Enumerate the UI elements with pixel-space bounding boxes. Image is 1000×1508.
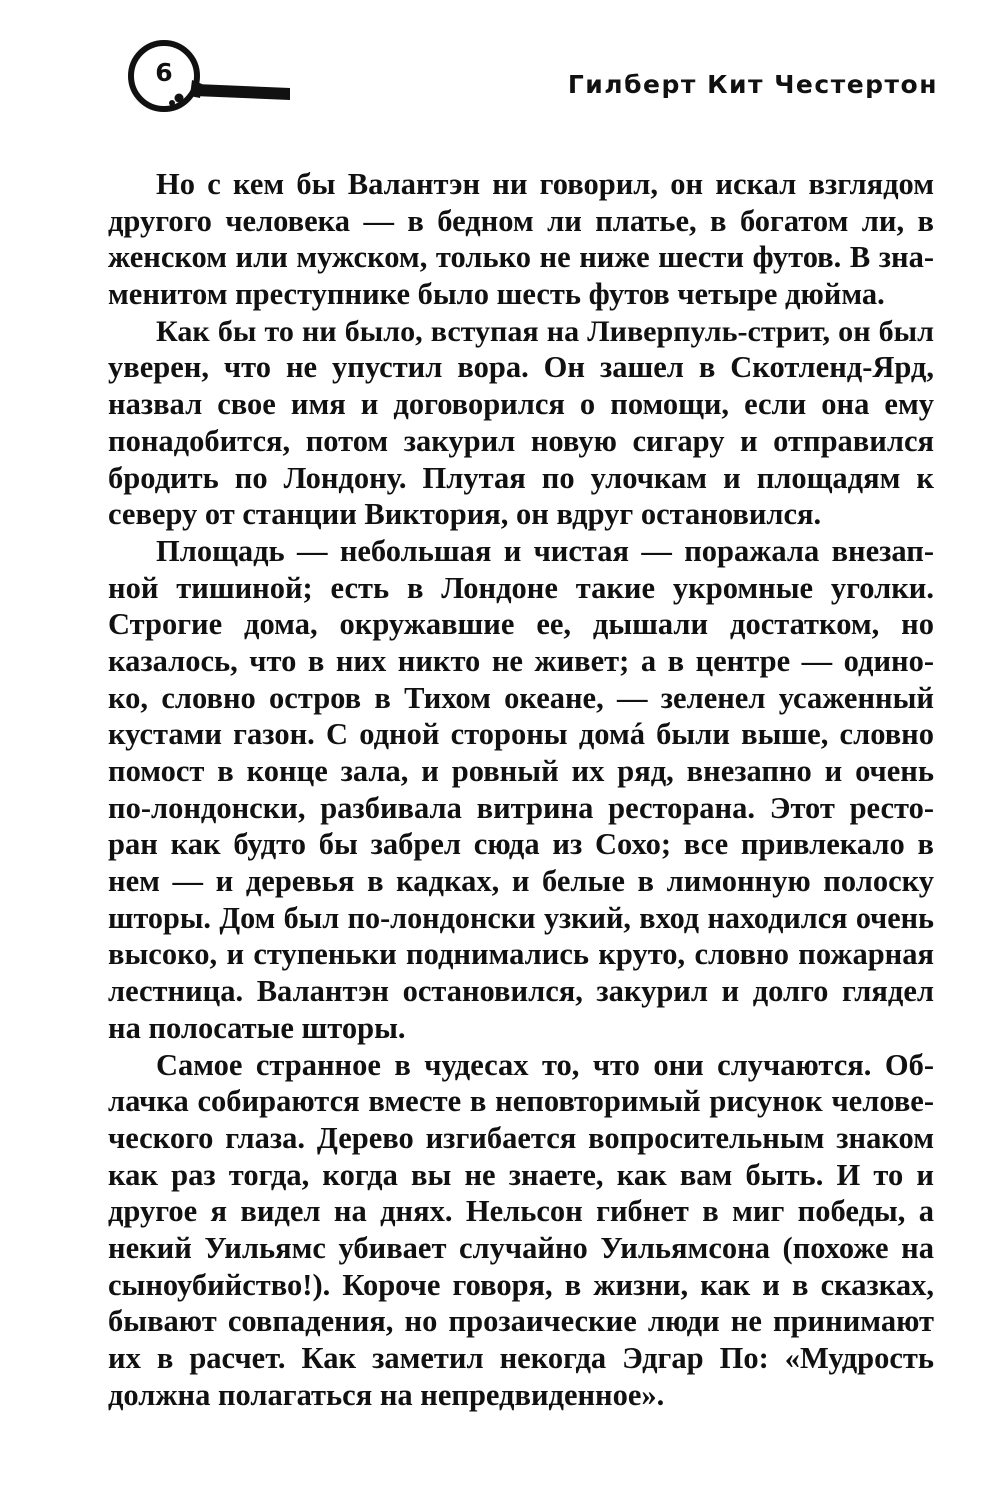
text-line: шторы. Дом был по-лондонски узкий, вход находился очень [108,900,934,935]
text-line: некий Уильямс убивает случайно Уильямсона (похоже на [108,1230,934,1265]
text-line: казалось, что в них никто не живет; а в центре — одино- [108,643,934,678]
text-line: по-лондонски, разбивала витрина ресторана. Этот ресто- [108,790,934,825]
text-line: как раз тогда, когда вы не знаете, как вам быть. И то и [108,1157,934,1192]
text-line: кустами газон. С одной стороны домá были выше, словно [108,717,934,752]
text-line: другого человека — в бедном ли платье, в богатом ли, в [108,203,934,238]
paragraph-first-line: Площадь — небольшая и чистая — поражала внезап- [156,533,934,568]
text-line: лачка собираются вместе в неповторимый рисунок челове- [108,1084,934,1119]
text-line: понадобится, потом закурил новую сигару и отправился [108,423,934,458]
page-number: 6 [155,58,173,87]
text-line: высоко, и ступеньки поднимались круто, словно пожарная [108,937,934,972]
paragraph-first-line: Как бы то ни было, вступая на Ливерпуль-стрит, он был [156,313,934,348]
text-line: бродить по Лондону. Плутая по улочкам и площадям к [108,460,934,495]
text-line: назвал свое имя и договорился о помощи, если она ему [108,387,934,422]
text-line: северу от станции Виктория, он вдруг остановился. [108,497,822,532]
text-line: помост в конце зала, и ровный их ряд, внезапно и очень [108,754,934,788]
text-line: их в расчет. Как заметил некогда Эдгар По: «Мудрость [108,1341,934,1375]
text-line: на полосатые шторы. [108,1010,406,1045]
text-line: ческого глаза. Дерево изгибается вопросительным знаком [108,1120,934,1155]
text-line: ран как будто бы забрел сюда из Сохо; все привлекало в [108,827,934,862]
text-line: другое я видел на днях. Нельсон гибнет в миг победы, а [108,1194,934,1229]
text-line: должна полагаться на непредвиденное». [108,1377,665,1412]
running-head-author: Гилберт Кит Честертон [567,70,938,99]
paragraph-first-line: Но с кем бы Валантэн ни говорил, он искал взглядом [156,167,934,201]
text-line: нем — и деревья в кадках, и белые в лимонную полоску [108,864,934,899]
page-header [0,0,1000,140]
text-line: бывают совпадения, но прозаические люди не принимают [108,1304,934,1339]
paragraph-first-line: Самое странное в чудесах то, что они случаются. Об- [156,1047,934,1082]
text-line: женском или мужском, только не ниже шести футов. В зна- [108,240,934,275]
body-text [108,166,934,1413]
text-line: сыноубийство!). Короче говоря, в жизни, как и в сказках, [108,1267,934,1302]
text-line: менитом преступнике было шесть футов четыре дюйма. [108,277,885,312]
text-line: ной тишиной; есть в Лондоне такие укромные уголки. [108,570,934,605]
text-line: Строгие дома, окружавшие ее, дышали достатком, но [108,607,934,642]
text-line: лестница. Валантэн остановился, закурил и долго глядел [108,974,934,1009]
text-line: уверен, что не упустил вора. Он зашел в Скотленд-Ярд, [108,350,934,385]
text-line: ко, словно остров в Тихом океане, — зеленел усаженный [108,680,934,715]
